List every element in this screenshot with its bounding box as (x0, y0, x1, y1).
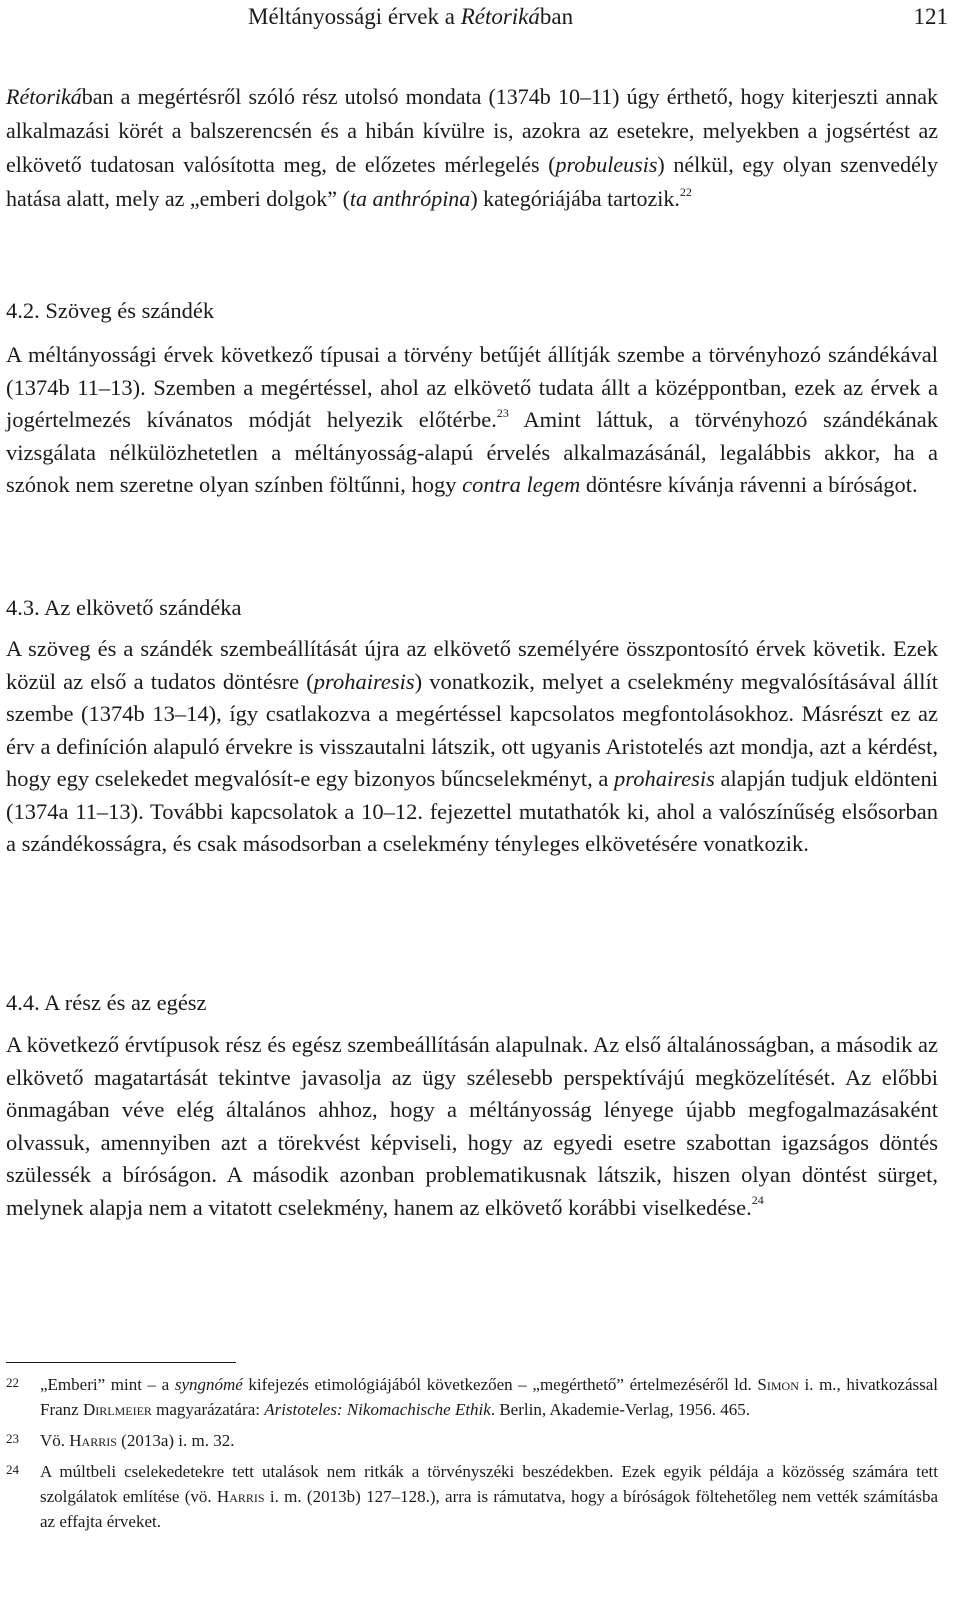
footnote-22 (6, 1372, 938, 1422)
text-run: alapján tudjuk eldönteni (1374a 11–13). További kapcsolatok a 10–12. fejezettel mutathatók ki, ahol a valószínűség elsősorban a szándékosságra, és csak másodsorban a cselekmény tényleges elkövetésére vonatkozik. (6, 766, 938, 856)
text-run: A múltbeli cselekedetekre tett utalások nem ritkák a törvényszéki beszédekben. Ezek egyik példája a közösség számára tett szolgálatok említése (vö. (40, 1462, 938, 1506)
section-heading-4-2: 4.2. Szöveg és szándék (6, 298, 215, 323)
section-4-3-text (6, 633, 938, 861)
footnote-divider (6, 1362, 236, 1363)
italic-term: ta anthrópina (349, 186, 471, 211)
italic-term: prohairesis (614, 766, 715, 791)
footnote-ref[interactable]: 23 (496, 405, 509, 420)
footnote-number: 23 (6, 1431, 19, 1446)
text-run: Vö. (40, 1431, 70, 1450)
italic-term: syngnómé (174, 1375, 243, 1394)
author-name: Dirlmeier (82, 1400, 152, 1419)
text-run: kifejezés etimológiájából következően – „megérthető” értelmezéséről ld. (242, 1375, 758, 1394)
running-title (248, 4, 573, 30)
running-title-suffix: ban (539, 4, 574, 29)
running-title-italic: Rétoriká (460, 4, 540, 29)
section-4-4-paragraph (6, 1029, 938, 1224)
text-run: i. m., hivatkozással Franz (40, 1375, 938, 1419)
author-name: Harris (69, 1431, 117, 1450)
italic-term: probuleusis (555, 152, 658, 177)
text-run: ) nélkül, egy olyan szenvedély hatása alatt, mely az „emberi dolgok” ( (6, 152, 938, 211)
text-run: ) kategóriájába tartozik. (470, 186, 680, 211)
footnote-24 (6, 1459, 938, 1534)
text-run: ban a megértésről szóló rész utolsó mondata (1374b 10–11) úgy érthető, hogy kiterjeszti annak alkalmazási körét a balszerencsén és a hibán kívülre is, azokra az esetekre, melyekben a jogsértést az elkövető tudatosan valósította meg, de előzetes mérlegelés ( (6, 84, 938, 177)
section-4-2-paragraph (6, 339, 938, 502)
text-run: magyarázatára: (151, 1400, 265, 1419)
footnote-ref[interactable]: 24 (751, 1193, 764, 1207)
author-name: Harris (216, 1487, 265, 1506)
footnote-23 (6, 1428, 938, 1453)
author-name: Simon (757, 1375, 799, 1394)
footnote-number: 22 (6, 1375, 19, 1390)
section-4-4-text (6, 1029, 938, 1224)
text-run: A méltányossági érvek következő típusai a törvény betűjét állítják szembe a törvényhozó szándékával (1374b 11–13). Szemben a megértéssel, ahol az elkövető tudata állt a középpontban, ezek az érvek a jogértelmezés kívánatos módját helyezik előtérbe. (6, 342, 938, 432)
footnote-ref[interactable]: 22 (679, 184, 692, 199)
text-run: Amint láttuk, a törvényhozó szándékának vizsgálata nélkülözhetetlen a méltányosság-alapú érvelés alkalmazásánál, legalábbis akkor, ha a szónok nem szeretne olyan színben föltűnni, hogy (6, 407, 938, 497)
text-run: döntésre kívánja rávenni a bíróságot. (580, 472, 918, 497)
running-title-text: Méltányossági érvek a (248, 4, 461, 29)
section-heading-4-4: 4.4. A rész és az egész (6, 990, 207, 1015)
section-4-2-text (6, 339, 938, 502)
italic-term: prohairesis (313, 668, 415, 694)
text-run: i. m. (2013b) 127–128.), arra is rámutatva, hogy a bíróságok föltehetőleg nem vették számításba az effajta érveket. (40, 1487, 938, 1531)
italic-term: Rétoriká (6, 84, 82, 109)
text-run: (2013a) i. m. 32. (116, 1431, 235, 1450)
text-run: A következő érvtípusok rész és egész szembeállításán alapulnak. Az első általánosságban, a második az elkövető magatartását tekintve javasolja az ügy szélesebb perspektívájú megközelítését. Az előbbi önmagában véve elég általános ahhoz, hogy a méltányosság lényege újabb megfogalmazásaként olvassuk, amennyiben azt a törekvést képviseli, hogy az egyedi esetre szabottan igazságos döntés szülessék a bíróságon. A második azonban problematikusnak látszik, hiszen olyan döntést sürget, melynek alapja nem a vitatott cselekmény, hanem az elkövető korábbi viselkedése. (6, 1032, 938, 1220)
intro-paragraph (6, 80, 938, 216)
section-4-3-paragraph (6, 633, 938, 861)
text-run: „Emberi” mint – a (40, 1375, 175, 1394)
running-head (0, 4, 960, 34)
text-run: . Berlin, Akademie-Verlag, 1956. 465. (490, 1400, 751, 1419)
page-number: 121 (913, 4, 948, 29)
italic-term: contra legem (462, 472, 581, 497)
footnotes (6, 1372, 938, 1534)
intro-paragraph-text (6, 80, 938, 216)
footnote-number: 24 (6, 1462, 19, 1477)
book-title: Aristoteles: Nikomachische Ethik (264, 1400, 491, 1419)
text-run: ) vonatkozik, melyet a cselekmény megvalósításával állít szembe (1374b 13–14), így csatlakozva a megértéssel kapcsolatos megfontolásokhoz. Másrészt ez az érv a definíción alapuló érvekre is visszautalni látszik, ott ugyanis Aristotelés azt mondja, azt a kérdést, hogy egy cselekedet megvalósít-e egy bizonyos bűncselekményt, a (6, 668, 938, 791)
text-run: A szöveg és a szándék szembeállítását újra az elkövető személyére összpontosító érvek követik. Ezek közül az első a tudatos döntésre ( (6, 636, 938, 694)
section-heading-4-3: 4.3. Az elkövető szándéka (6, 595, 242, 620)
